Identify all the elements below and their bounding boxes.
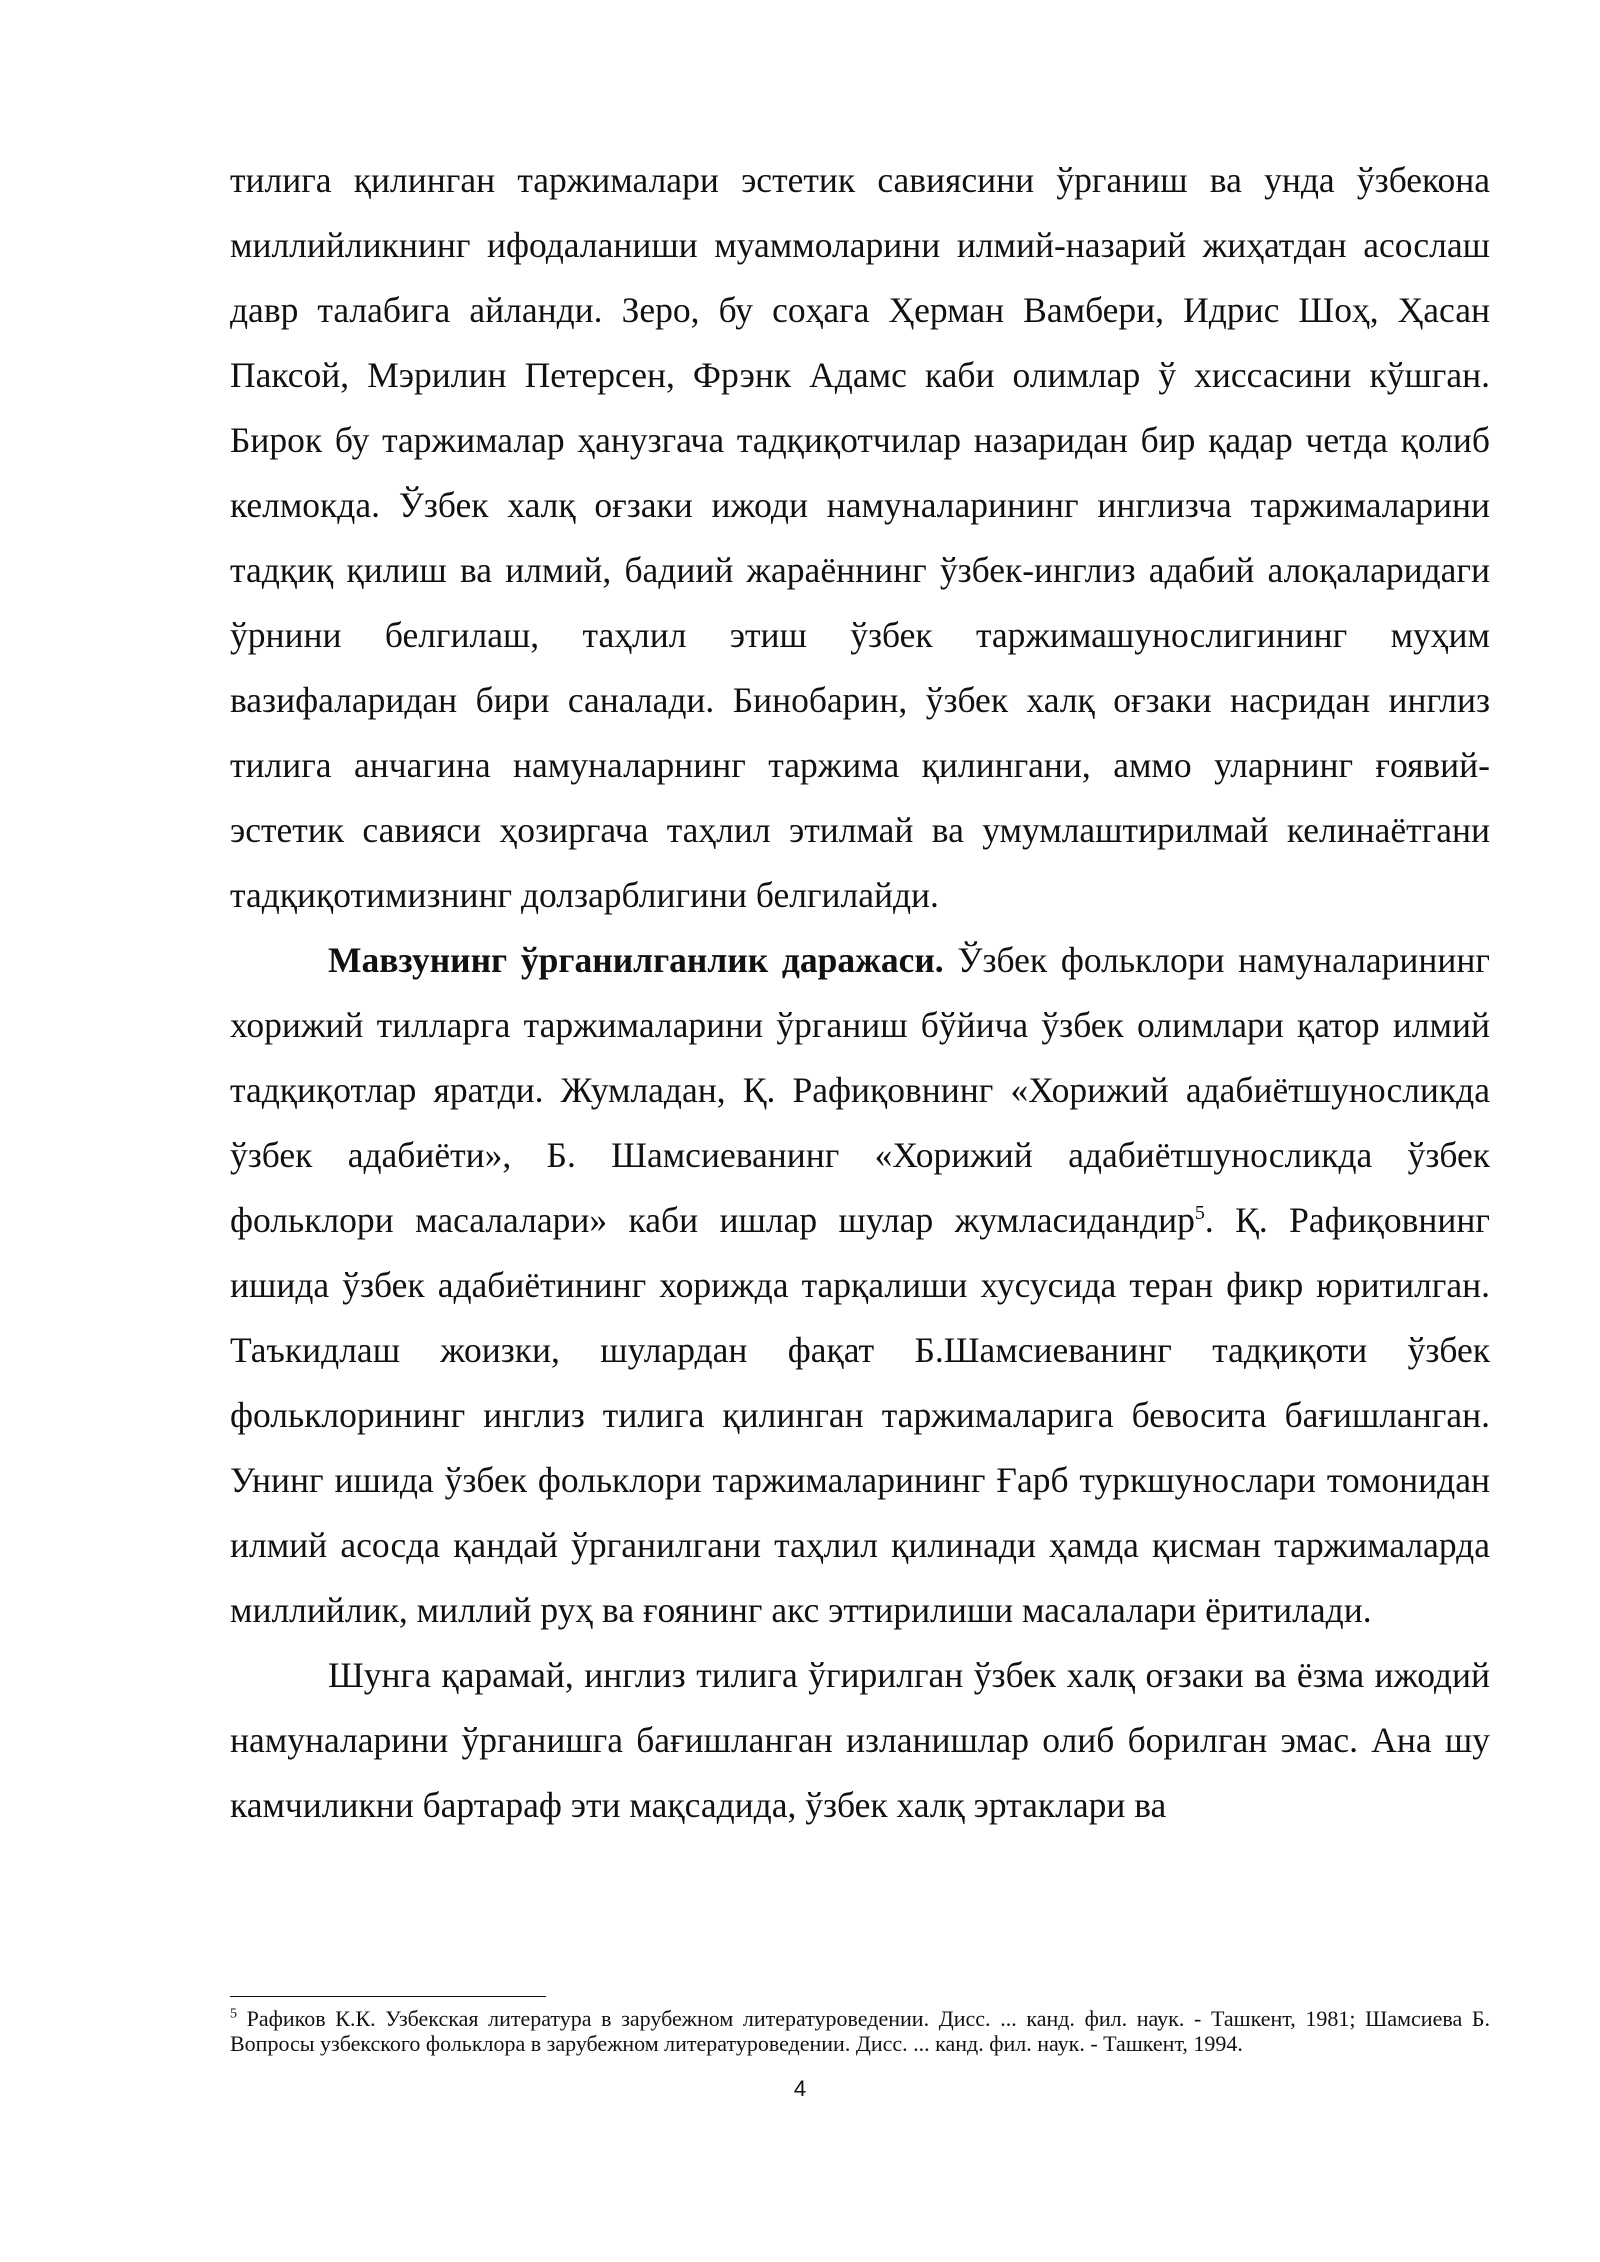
footnote [230,2006,1490,2056]
footnote-separator [230,1996,546,1997]
paragraph-3: Шунга қарамай, инглиз тилига ўгирилган ўзбек халқ оғзаки ва ёзма ижодий намуналарини ўрганишга бағишланган изланишлар олиб борилган эмас. Ана шу камчиликни бартараф эти мақсадида, ўзбек халқ эртаклари ва [230,1655,1490,1825]
paragraph-2 [230,928,1490,1643]
paragraph-2-text-b: . Қ. Рафиқовнинг ишида ўзбек адабиётининг хорижда тарқалиши хусусида теран фикр юритилган. Таъкидлаш жоизки, шулардан фақат Б.Шамсиеванинг тадқиқоти ўзбек фольклорининг инглиз тилига қилинган таржималарига бевосита бағишланган. Унинг ишида ўзбек фольклори таржималарининг Ғарб туркшунослари томонидан илмий асосда қандай ўрганилгани таҳлил қилинади ҳамда қисман таржималарда миллийлик, миллий руҳ ва ғоянинг акс эттирилиши масалалари ёритилади. [230,1200,1490,1630]
body-text [230,148,1490,1838]
footnote-mark: 5 [230,2006,237,2022]
paragraph-2-text-a: Ўзбек фольклори намуналарининг хорижий тилларга таржималарини ўрганиш бўйича ўзбек олимлари қатор илмий тадқиқотлар яратди. Жумладан, Қ. Рафиқовнинг «Хорижий адабиётшуносликда ўзбек адабиёти», Б. Шамсиеванинг «Хорижий адабиётшуносликда ўзбек фольклори масалалари» каби ишлар шулар жумласидандир [230,940,1490,1240]
footnote-text: Рафиков К.К. Узбекская литература в зарубежном литературоведении. Дисс. ... канд. фил. наук. - Ташкент, 1981; Шамсиева Б. Вопросы узбекского фольклора в зарубежном литературоведении. Дисс. ... канд. фил. наук. - Ташкент, 1994. [230,2006,1490,2056]
paragraph-1: тилига қилинган таржималари эстетик савиясини ўрганиш ва унда ўзбекона миллийликнинг ифодаланиши муаммоларини илмий-назарий жиҳатдан асослаш давр талабига айланди. Зеро, бу соҳага Ҳерман Вамбери, Идрис Шоҳ, Ҳасан Паксой, Мэрилин Петерсен, Фрэнк Адамс каби олимлар ў хиссасини кўшган. Бирок бу таржималар ҳанузгача тадқиқотчилар назаридан бир қадар четда қолиб келмокда. Ўзбек халқ оғзаки ижоди намуналарининг инглизча таржималарини тадқиқ қилиш ва илмий, бадиий жараённинг ўзбек-инглиз адабий алоқаларидаги ўрнини белгилаш, таҳлил этиш ўзбек таржимашунослигининг муҳим вазифаларидан бири саналади. Бинобарин, ўзбек халқ оғзаки насридан инглиз тилига анчагина намуналарнинг таржима қилингани, аммо уларнинг ғоявий-эстетик савияси ҳозиргача таҳлил этилмай ва умумлаштирилмай келинаётгани тадқиқотимизнинг долзарблигини белгилайди. [230,160,1490,915]
page-number: 4 [793,2076,807,2101]
footnote-reference[interactable]: 5 [1194,1202,1205,1225]
section-heading: Мавзунинг ўрганилганлик даражаси. [328,940,944,980]
